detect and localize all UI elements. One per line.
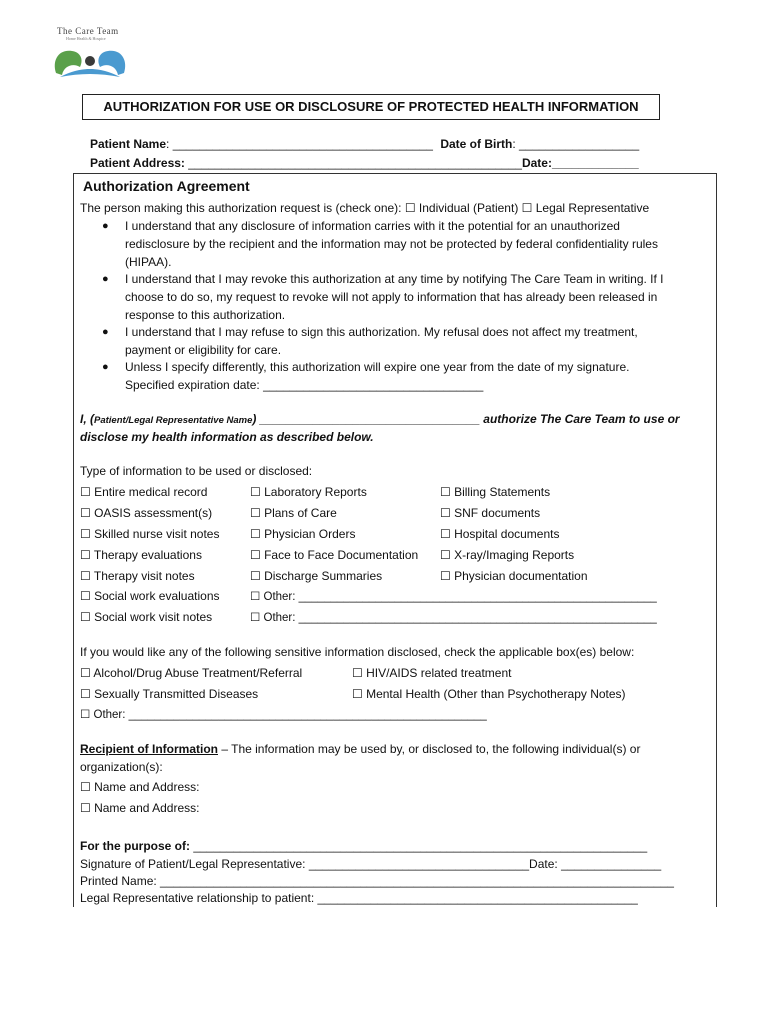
recipient-label: Recipient of Information	[80, 742, 218, 756]
bullet-3-line-2: payment or eligibility for care.	[125, 343, 282, 357]
checkbox-discharge[interactable]: ☐ Discharge Summaries	[250, 569, 383, 583]
bullet-1-line-2: redisclosure by the recipient and the information may not be protected by federal confidentiality rules	[125, 237, 658, 251]
checkbox-entire-record[interactable]: ☐ Entire medical record	[80, 485, 208, 499]
printed-name-field[interactable]: Printed Name: _____________________________________________________________________________	[80, 874, 674, 888]
sensitive-heading: If you would like any of the following sensitive information disclosed, check the applicable box(es) below:	[80, 645, 635, 659]
checkbox-other-1[interactable]: ☐ Other: ________________________________________________________	[250, 591, 657, 603]
dob-label: Date of Birth	[440, 137, 513, 151]
bullet-icon: ●	[102, 326, 109, 338]
patient-name-label: Patient Name	[90, 137, 167, 151]
date-field[interactable]: Date:_____________	[521, 156, 639, 170]
requester-type-line[interactable]: The person making this authorization request is (check one): ☐ Individual (Patient) ☐ Legal Representative	[80, 201, 650, 215]
recipient-line-2: organization(s):	[80, 760, 163, 774]
info-types-heading: Type of information to be used or disclosed:	[80, 464, 313, 478]
authorize-prefix: I, (	[80, 412, 94, 426]
patient-address-field[interactable]: __________________________________________________	[188, 156, 522, 170]
checkbox-other-2[interactable]: ☐ Other: ________________________________________________________	[250, 612, 657, 624]
document-title: AUTHORIZATION FOR USE OR DISCLOSURE OF PROTECTED HEALTH INFORMATION	[82, 94, 660, 120]
bullet-icon: ●	[102, 220, 109, 232]
bullet-2-line-3: response to this authorization.	[125, 308, 286, 322]
checkbox-hospital[interactable]: ☐ Hospital documents	[440, 527, 560, 541]
purpose-row	[80, 839, 647, 853]
recipient-line	[80, 742, 640, 756]
checkbox-alcohol-drug[interactable]: ☐ Alcohol/Drug Abuse Treatment/Referral	[80, 666, 303, 680]
checkbox-physician-doc[interactable]: ☐ Physician documentation	[440, 569, 588, 583]
authorize-role: Patient/Legal Representative Name	[94, 415, 253, 426]
bullet-3-line-1: I understand that I may refuse to sign this authorization. My refusal does not affect my treatment,	[125, 325, 638, 339]
purpose-label: For the purpose of:	[80, 839, 194, 853]
checkbox-billing[interactable]: ☐ Billing Statements	[440, 485, 551, 499]
expiration-date-field[interactable]: Specified expiration date: _________________________________	[125, 378, 484, 392]
recipient-text: – The information may be used by, or disclosed to, the following individual(s) or	[218, 742, 641, 756]
logo-name: The Care Team	[57, 26, 119, 36]
checkbox-face-to-face[interactable]: ☐ Face to Face Documentation	[250, 548, 419, 562]
checkbox-recipient-1[interactable]: ☐ Name and Address:	[80, 780, 200, 794]
purpose-field[interactable]: ____________________________________________________________________	[193, 839, 648, 853]
patient-address-row	[90, 156, 639, 170]
checkbox-std[interactable]: ☐ Sexually Transmitted Diseases	[80, 687, 259, 701]
checkbox-therapy-eval[interactable]: ☐ Therapy evaluations	[80, 548, 202, 562]
patient-name-field[interactable]: : _______________________________________	[166, 137, 433, 151]
checkbox-oasis[interactable]: ☐ OASIS assessment(s)	[80, 506, 213, 520]
bullet-2-line-1: I understand that I may revoke this authorization at any time by notifying The Care Team in writing. If I	[125, 272, 664, 286]
checkbox-lab-reports[interactable]: ☐ Laboratory Reports	[250, 485, 367, 499]
authorize-name-field[interactable]: ) _________________________________ authorize The Care Team to use or	[252, 412, 680, 426]
bullet-1-line-1: I understand that any disclosure of information carries with it the potential for an unauthorized	[125, 219, 620, 233]
checkbox-physician-orders[interactable]: ☐ Physician Orders	[250, 527, 356, 541]
patient-name-row	[90, 137, 639, 151]
checkbox-therapy-visit[interactable]: ☐ Therapy visit notes	[80, 569, 195, 583]
dob-field[interactable]: : __________________	[512, 137, 640, 151]
checkbox-sensitive-other[interactable]: ☐ Other: ________________________________________________________	[80, 709, 487, 721]
agreement-heading: Authorization Agreement	[83, 178, 250, 194]
logo-subtitle: Home Health & Hospice	[66, 36, 106, 41]
patient-address-label: Patient Address:	[90, 156, 189, 170]
signature-field[interactable]: Signature of Patient/Legal Representative: _________________________________Date: _______________	[80, 857, 662, 871]
bullet-1-line-3: (HIPAA).	[125, 255, 172, 269]
bullet-2-line-2: choose to do so, my request to revoke will not apply to information that has already been released in	[125, 290, 658, 304]
bullet-icon: ●	[102, 273, 109, 285]
checkbox-xray[interactable]: ☐ X-ray/Imaging Reports	[440, 548, 575, 562]
checkbox-plans-of-care[interactable]: ☐ Plans of Care	[250, 506, 337, 520]
authorize-line[interactable]	[80, 412, 680, 426]
authorize-line-2: disclose my health information as described below.	[80, 430, 374, 444]
checkbox-social-eval[interactable]: ☐ Social work evaluations	[80, 589, 220, 603]
bullet-4-line-1: Unless I specify differently, this authorization will expire one year from the date of my signature.	[125, 360, 630, 374]
relationship-field[interactable]: Legal Representative relationship to patient: ________________________________________________	[80, 891, 638, 905]
checkbox-snf[interactable]: ☐ SNF documents	[440, 506, 541, 520]
checkbox-skilled-nurse[interactable]: ☐ Skilled nurse visit notes	[80, 527, 220, 541]
checkbox-social-visit[interactable]: ☐ Social work visit notes	[80, 610, 213, 624]
bullet-icon: ●	[102, 361, 109, 373]
checkbox-recipient-2[interactable]: ☐ Name and Address:	[80, 801, 200, 815]
checkbox-mental-health[interactable]: ☐ Mental Health (Other than Psychotherapy Notes)	[352, 687, 626, 701]
checkbox-hiv-aids[interactable]: ☐ HIV/AIDS related treatment	[352, 666, 512, 680]
